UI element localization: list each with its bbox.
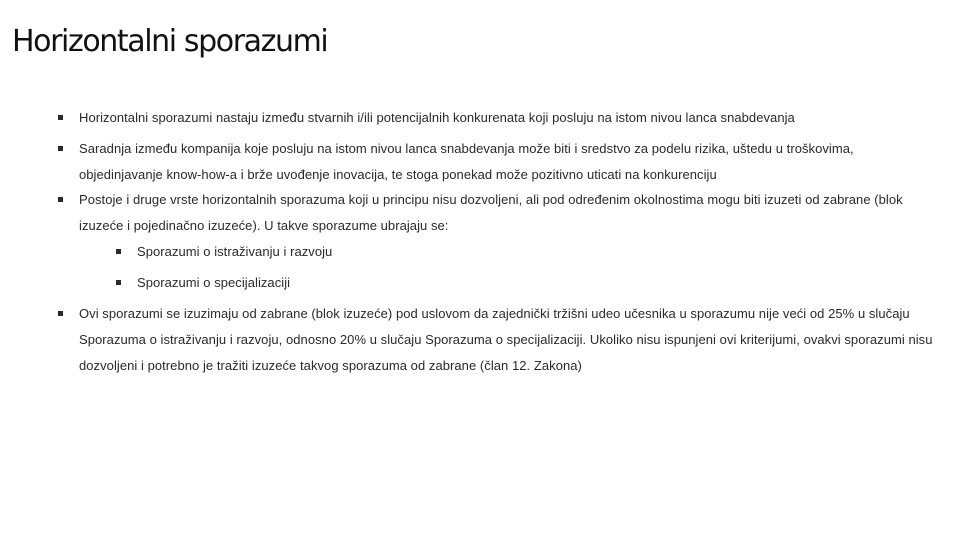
slide-title: Horizontalni sporazumi	[12, 24, 328, 59]
bullet-item: Saradnja između kompanija koje posluju na istom nivou lanca snabdevanja može biti i sredstvo za podelu rizika, uštedu u troškovima, objedinjavanje know-how-a i brže uvođenje inovacija, te stoga ponekad može pozitivno uticati na konkurenciju	[79, 141, 854, 182]
bullet-marker	[58, 197, 63, 202]
bullet-item: Horizontalni sporazumi nastaju između stvarnih i/ili potencijalnih konkurenata koji posluju na istom nivou lanca snabdevanja	[79, 110, 795, 125]
bullet-marker	[58, 115, 63, 120]
sub-bullet-marker	[116, 249, 121, 254]
bullet-marker	[58, 311, 63, 316]
sub-bullet-item: Sporazumi o istraživanju i razvoju	[137, 244, 333, 259]
bullet-marker	[58, 146, 63, 151]
sub-bullet-marker	[116, 280, 121, 285]
bullet-item: Postoje i druge vrste horizontalnih sporazuma koji u principu nisu dozvoljeni, ali pod određenim okolnostima mogu biti izuzeti od zabrane (blok izuzeće i pojedinačno izuzeće). U takve sporazume ubrajaju se:	[79, 192, 903, 233]
bullet-item: Ovi sporazumi se izuzimaju od zabrane (blok izuzeće) pod uslovom da zajednički tržišni udeo učesnika u sporazumu nije veći od 25% u slučaju Sporazuma o istraživanju i razvoju, odnosno 20% u slučaju Sporazuma o specijalizaciji. Ukoliko nisu ispunjeni ovi kriterijumi, ovakvi sporazumi nisu dozvoljeni i potrebno je tražiti izuzeće takvog sporazuma od zabrane (član 12. Zakona)	[79, 306, 933, 373]
sub-bullet-item: Sporazumi o specijalizaciji	[137, 275, 291, 290]
